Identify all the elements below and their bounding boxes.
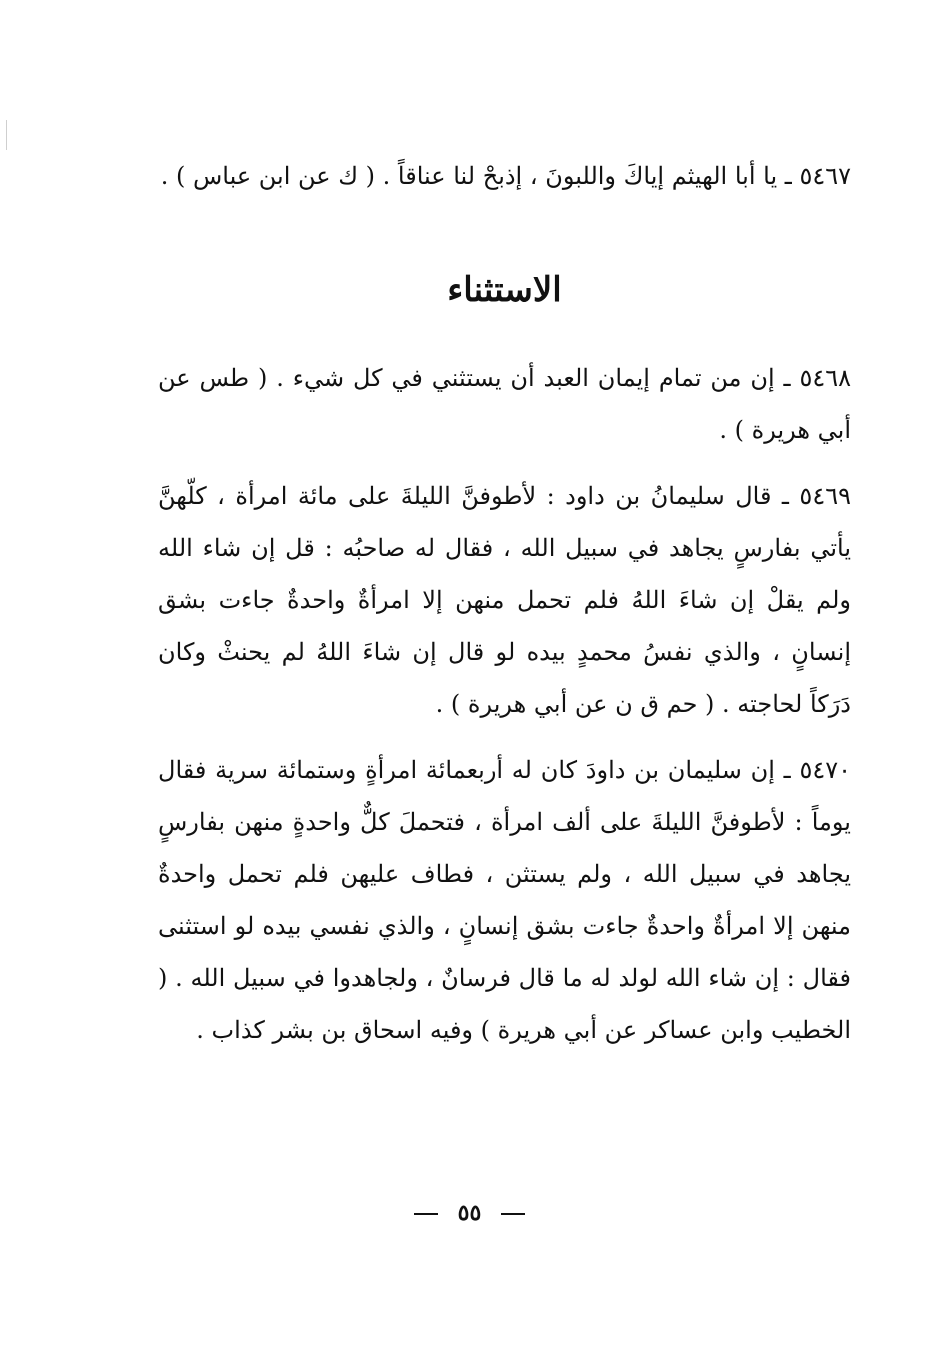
hadith-number: ٥٤٦٨ bbox=[799, 364, 851, 392]
hadith-separator: ـ bbox=[783, 364, 791, 392]
hadith-paragraph bbox=[158, 470, 851, 730]
hadith-text: إن سليمان بن داودَ كان له أربعمائة امرأةٍ وستمائة سرية فقال يوماً : لأطوفنَّ الليلةَ على ألف امرأة ، فتحملَ كلٌّ واحدةٍ منهن بفارسٍ يجاهد في سبيل الله ، ولم يستثن ، فطاف عليهن فلم تحمل واحدةٌ منهن إلا امرأةٌ واحدةٌ جاءت بشق إنسانٍ ، والذي نفسي بيده لو استثنى فقال : إن شاء الله لولد له ما قال فرسانٌ ، ولجاهدوا في سبيل الله . ( الخطيب وابن عساكر عن أبي هريرة ) وفيه اسحاق بن بشر كذاب . bbox=[158, 756, 851, 1044]
hadith-number: ٥٤٦٩ bbox=[799, 482, 851, 510]
footer-dash-right bbox=[414, 1213, 438, 1215]
hadith-paragraph bbox=[158, 150, 851, 202]
hadith-text: يا أبا الهيثم إياكَ واللبونَ ، إذبحْ لنا عناقاً . ( ك عن ابن عباس ) . bbox=[160, 162, 778, 190]
hadith-paragraph bbox=[158, 744, 851, 1056]
hadith-text: إن من تمام إيمان العبد أن يستثني في كل شيء . ( طس عن أبي هريرة ) . bbox=[158, 364, 851, 444]
page-content bbox=[158, 150, 851, 1056]
hadith-separator: ـ bbox=[783, 756, 791, 784]
page-number: ٥٥ bbox=[457, 1200, 482, 1226]
hadith-paragraph bbox=[158, 352, 851, 456]
section-heading: الاستثناء bbox=[447, 270, 562, 310]
hadith-text: قال سليمانُ بن داود : لأطوفنَّ الليلةَ على مائة امرأة ، كلّهنَّ يأتي بفارسٍ يجاهد في سبيل الله ، فقال له صاحبُه : قل إن شاء الله ولم يقلْ إن شاءَ اللهُ فلم تحمل منهن إلا امرأةٌ واحدةٌ جاءت بشق إنسانٍ ، والذي نفسُ محمدٍ بيده لو قال إن شاءَ اللهُ لم يحنثْ وكان دَرَكاً لحاجته . ( حم ق ن عن أبي هريرة ) . bbox=[158, 482, 851, 718]
hadith-number: ٥٤٧٠ bbox=[799, 756, 851, 784]
page-footer bbox=[0, 1200, 939, 1226]
footer-dash-left bbox=[501, 1213, 525, 1215]
hadith-number: ٥٤٦٧ bbox=[799, 162, 851, 190]
hadith-separator: ـ bbox=[781, 482, 789, 510]
hadith-separator: ـ bbox=[784, 162, 792, 190]
scan-edge-mark bbox=[6, 120, 7, 150]
